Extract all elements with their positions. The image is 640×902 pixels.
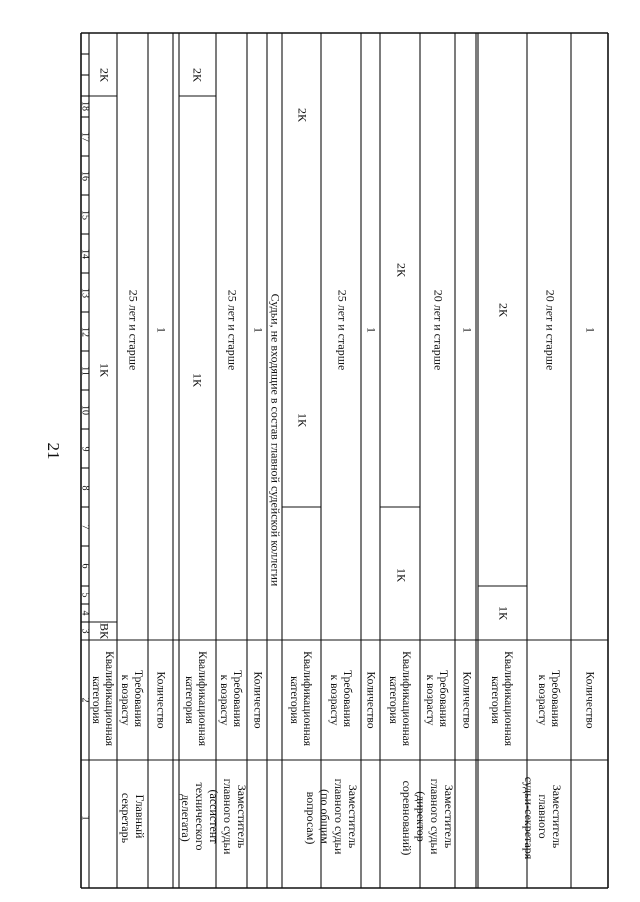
- col-number: 3: [79, 628, 91, 634]
- col-number: 14: [79, 249, 91, 259]
- category-value: 2К: [190, 67, 205, 83]
- category-value: 2К: [97, 67, 112, 83]
- age-label: Требования к возрасту: [424, 670, 450, 728]
- col-number: 6: [79, 563, 91, 569]
- age-value: 25 лет и старше: [335, 289, 350, 371]
- category-value: 1К: [394, 567, 409, 583]
- col-number: 7: [79, 524, 91, 530]
- age-label: Требования к возрасту: [328, 670, 354, 728]
- qualification-label: Квалификационная категория: [183, 651, 209, 747]
- quantity-value: 1: [154, 327, 169, 333]
- col-number: 8: [79, 485, 91, 491]
- col-number: 12: [79, 327, 91, 337]
- col-number: 15: [79, 210, 91, 220]
- col-number: 16: [79, 171, 91, 181]
- page-number: 21: [44, 442, 64, 460]
- age-value: 20 лет и старше: [431, 289, 446, 371]
- col-number: 9: [79, 446, 91, 452]
- col-number: 5: [79, 592, 91, 598]
- col-number: 18: [79, 101, 91, 111]
- category-value: 1К: [295, 412, 310, 428]
- qualification-label: Квалификационная категория: [288, 651, 314, 747]
- role-deputy-chief-secretary: [489, 290, 597, 860]
- table-grid: [81, 33, 608, 888]
- section-heading: Судьи, не входящие в состав главной судейской коллегии: [268, 293, 283, 587]
- age-value: 25 лет и старше: [225, 289, 240, 371]
- role-title: Заместитель главного судьи (по общим вопросам): [304, 778, 361, 855]
- col-number: 1: [79, 815, 91, 821]
- category-value: 1К: [190, 372, 205, 388]
- age-label: Требования к возрасту: [218, 670, 244, 728]
- quantity-label: Количество: [460, 671, 473, 729]
- category-value: 2К: [295, 107, 310, 123]
- category-value: 1К: [97, 362, 112, 378]
- age-label: Требования к возрасту: [119, 670, 145, 728]
- col-number: 4: [79, 610, 91, 616]
- quantity-value: 1: [583, 327, 598, 333]
- category-value: ВК: [97, 622, 112, 640]
- col-number: 13: [79, 288, 91, 298]
- age-label: Требования к возрасту: [536, 670, 562, 728]
- qualification-label: Квалификационная категория: [387, 651, 413, 747]
- role-main-secretary: [90, 68, 168, 844]
- role-title: Заместитель главного судьи (директор соревнований): [400, 778, 457, 856]
- role-title: Заместитель главного судьи-секретаря: [522, 776, 565, 860]
- quantity-value: 1: [251, 327, 266, 333]
- category-value: 2К: [496, 302, 511, 318]
- role-deputy-competition-director: [387, 263, 474, 857]
- role-deputy-assistant-delegate: [179, 68, 265, 857]
- col-number: 17: [79, 132, 91, 142]
- category-value: 1К: [496, 605, 511, 621]
- category-value: 2К: [394, 262, 409, 278]
- qualification-label: Квалификационная категория: [90, 651, 116, 747]
- quantity-value: 1: [364, 327, 379, 333]
- age-value: 25 лет и старше: [126, 289, 141, 371]
- col-number: 11: [79, 366, 91, 376]
- quantity-label: Количество: [583, 671, 596, 729]
- quantity-value: 1: [460, 327, 475, 333]
- role-title: Главный секретарь: [119, 792, 148, 844]
- role-deputy-general: [288, 108, 378, 857]
- qualification-label: Квалификационная категория: [489, 651, 515, 747]
- col-number: 10: [79, 405, 91, 415]
- col-number: 2: [79, 697, 91, 703]
- quantity-label: Количество: [251, 671, 264, 729]
- quantity-label: Количество: [154, 671, 167, 729]
- quantity-label: Количество: [364, 671, 377, 729]
- age-value: 20 лет и старше: [543, 289, 558, 371]
- role-title: Заместитель главного судьи (ассистент технического делегата): [179, 778, 250, 855]
